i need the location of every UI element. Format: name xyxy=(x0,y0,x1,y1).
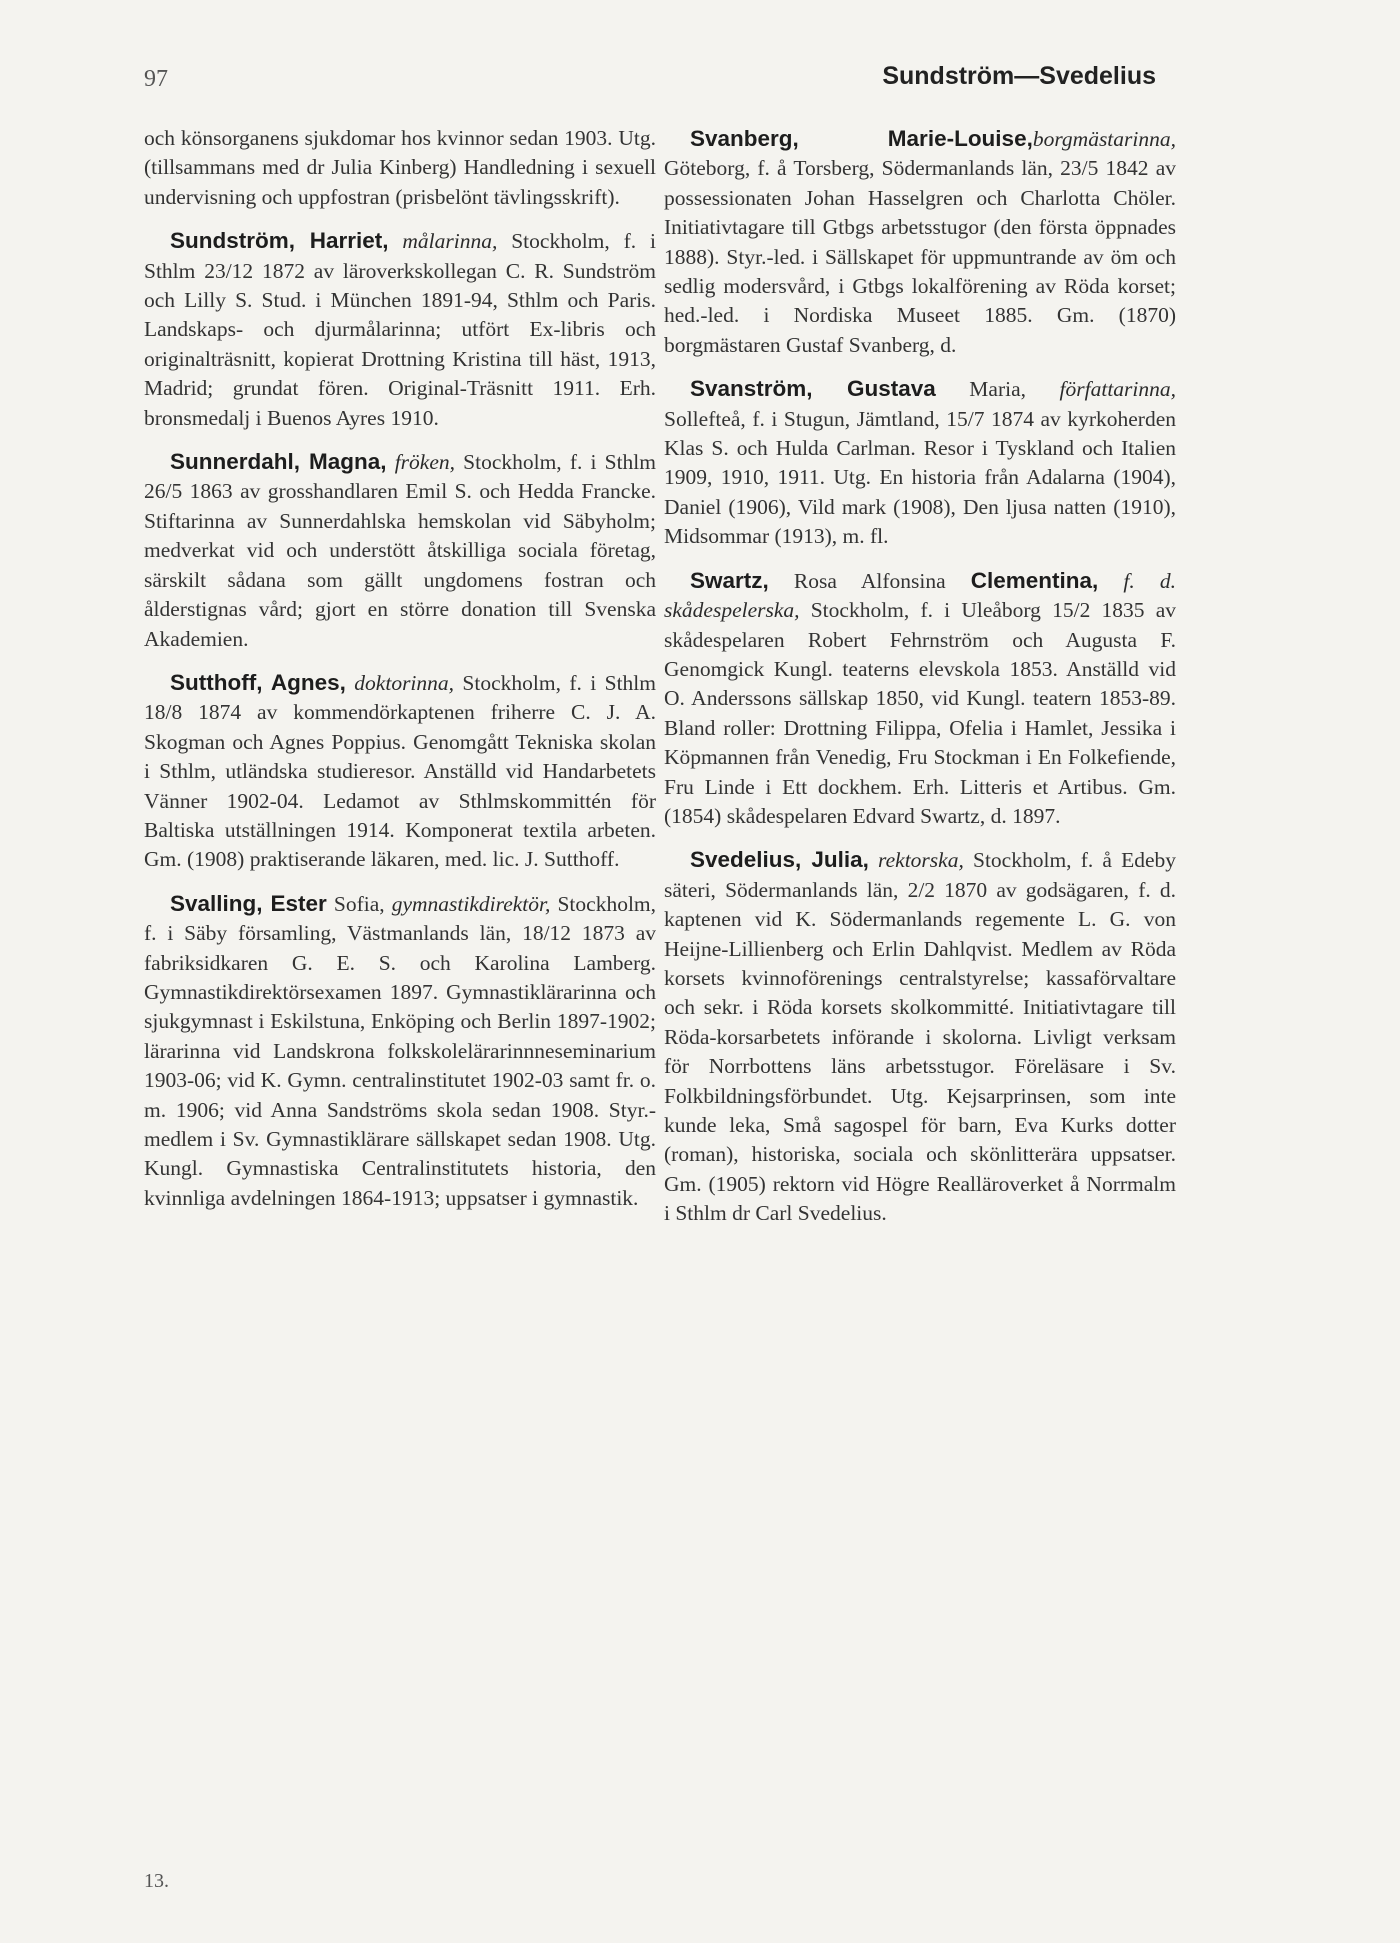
entry-svanstrom xyxy=(664,374,1176,551)
entry-text: Stockholm, f. å Edeby säteri, Södermanlands län, 2/2 1870 av godsägaren, f. d. kaptenen vid K. Södermanlands regemente L. G. von Heijne-Lillienberg och Erlin Dahlqvist. Medlem av Röda korsets kvinnoförenings centralstyrelse; kassaförvaltare och sekr. i Röda korsets skolkommitté. Initiativtagare till Röda-korsarbetets införande i skolorna. Livligt verksam för Norrbottens läns arbetsstugor. Föreläsare i Sv. Folkbildningsförbundet. Utg. Kejsarprinsen, som inte kunde leka, Små sagospel för barn, Eva Kurks dotter (roman), historiska, sociala och skönlitterära uppsatser. Gm. (1905) rektorn vid Högre Realläroverket å Norrmalm i Sthlm dr Carl Svedelius. xyxy=(664,848,1177,1226)
entry-sundstrom xyxy=(144,226,656,433)
entry-role: författarinna, xyxy=(1059,377,1177,402)
entry-name-bold: Clementina, xyxy=(970,567,1099,593)
entry-role: doktorinna, xyxy=(354,670,455,695)
entry-name: Svanström, Gustava xyxy=(690,376,936,402)
entry-name: Sunnerdahl, Magna, xyxy=(170,449,387,475)
entry-name: Sundström, Harriet, xyxy=(170,228,389,254)
page-header xyxy=(144,60,1156,100)
entry-swartz xyxy=(664,566,1176,832)
entry-text: Göteborg, f. å Torsberg, Södermanlands län, 23/5 1842 av possessionaten Johan Hasselgren och Charlotta Chöler. Initiativtagare till Gtbgs arbetsstugor (den första öppnades 1888). Styr.-led. i Sällskapet för uppmuntrande av öm och sedlig modersvård, i Gtbgs lokalförening av Röda korset; hed.-led. i Nordiska Museet 1885. Gm. (1870) borgmästaren Gustaf Svanberg, d. xyxy=(664,156,1176,357)
left-column xyxy=(144,124,656,1227)
signature-mark: 13. xyxy=(144,1870,169,1892)
entry-name: Sutthoff, Agnes, xyxy=(170,669,346,695)
entry-role: borgmästarinna, xyxy=(1032,127,1176,151)
entry-name: Svalling, Ester xyxy=(170,890,327,916)
entry-name-rest: Sofia, xyxy=(333,891,385,916)
continued-text: och könsorganens sjukdomar hos kvinnor sedan 1903. Utg. (tillsammans med dr Julia Kinberg) Handledning i sexuell undervisning och uppfostran (prisbelönt tävlingsskrift). xyxy=(144,126,656,209)
entry-name: Svedelius, Julia, xyxy=(690,847,869,873)
entry-role: rektorska, xyxy=(878,848,964,873)
entry-sutthoff xyxy=(144,668,656,875)
entry-sunnerdahl xyxy=(144,447,656,654)
entry-name-rest: Maria, xyxy=(969,377,1026,402)
entry-role: fröken, xyxy=(394,450,455,475)
entry-role: f. d. skådespelerska, xyxy=(664,568,1177,623)
entry-text: Stockholm, f. i Säby församling, Västmanlands län, 18/12 1873 av fabriksidkaren G. E. S. och Karolina Lamberg. Gymnastikdirektörsexamen 1897. Gymnastiklärarinna och sjukgymnast i Eskilstuna, Enköping och Berlin 1897-1902; lärarinna vid Landskrona folkskolelärarinnneseminarium 1903-06; vid K. Gymn. centralinstitutet 1902-03 samt fr. o. m. 1906; vid Anna Sandströms skola sedan 1908. Styr.-medlem i Sv. Gymnastiklärare sällskapet sedan 1908. Utg. Kungl. Gymnastiska Centralinstitutets historia, den kvinnliga avdelningen 1864-1913; uppsatser i gymnastik. xyxy=(144,891,657,1210)
entry-text: Stockholm, f. i Sthlm 18/8 1874 av kommendörkaptenen friherre C. J. A. Skogman och Agnes Poppius. Genomgått Tekniska skolan i Sthlm, utländska studieresor. Anställd vid Handarbetets Vänner 1902-04. Ledamot av Sthlmskommittén för Baltiska utställningen 1914. Komponerat textila arbeten. Gm. (1908) praktiserande läkaren, med. lic. J. Sutthoff. xyxy=(144,670,657,872)
entry-role: gymnastikdirektör, xyxy=(391,891,551,916)
entry-name: Swartz, xyxy=(690,567,769,593)
entry-text: Stockholm, f. i Uleåborg 15/2 1835 av skådespelaren Robert Fehrnström och Augusta F. Genomgick Kungl. teaterns elevskola 1853. Anställd vid O. Anderssons sällskap 1850, vid Kungl. teatern 1853-89. Bland roller: Drottning Filippa, Ofelia i Hamlet, Jessika i Köpmannen från Venedig, Fru Stockman i En Folkefiende, Fru Linde i Ett dockhem. Erh. Litteris et Artibus. Gm. (1854) skådespelaren Edvard Swartz, d. 1897. xyxy=(664,598,1176,828)
entry-text: Sollefteå, f. i Stugun, Jämtland, 15/7 1874 av kyrkoherden Klas S. och Hulda Carlman. Resor i Tyskland och Italien 1909, 1910, 1911. Utg. En historia från Adalarna (1904), Daniel (1906), Vild mark (1908), Den ljusa natten (1910), Midsommar (1913), m. fl. xyxy=(664,406,1176,549)
entry-svalling xyxy=(144,889,656,1213)
entry-svanberg xyxy=(664,124,1176,360)
entry-text: Stockholm, f. i Sthlm 23/12 1872 av läroverkskollegan C. R. Sundström och Lilly S. Stud. i München 1891-94, Sthlm och Paris. Landskaps- och djurmålarinna; utfört Ex-libris och originalträsnitt, kopierat Drottning Kristina till häst, 1913, Madrid; grundat fören. Original-Träsnitt 1911. Erh. bronsmedalj i Buenos Ayres 1910. xyxy=(144,229,656,430)
right-column xyxy=(664,124,1176,1243)
entry-name: Svanberg, Marie-Louise, xyxy=(690,126,1033,151)
entry-name-rest: Rosa Alfonsina xyxy=(793,568,946,593)
entry-text: Stockholm, f. i Sthlm 26/5 1863 av grosshandlaren Emil S. och Hedda Francke. Stiftarinna av Sunnerdahlska hemskolan vid Säbyholm; medverkat vid och understött åtskilliga sociala företag, särskilt sådana som gällt ungdomens fostran och ålderstignas vård; gjort en större donation till Svenska Akademien. xyxy=(144,450,656,651)
entry-role: målarinna, xyxy=(402,229,498,254)
running-head: Sundström—Svedelius xyxy=(882,62,1156,90)
entry-svedelius xyxy=(664,845,1176,1228)
page-number: 97 xyxy=(144,66,168,92)
